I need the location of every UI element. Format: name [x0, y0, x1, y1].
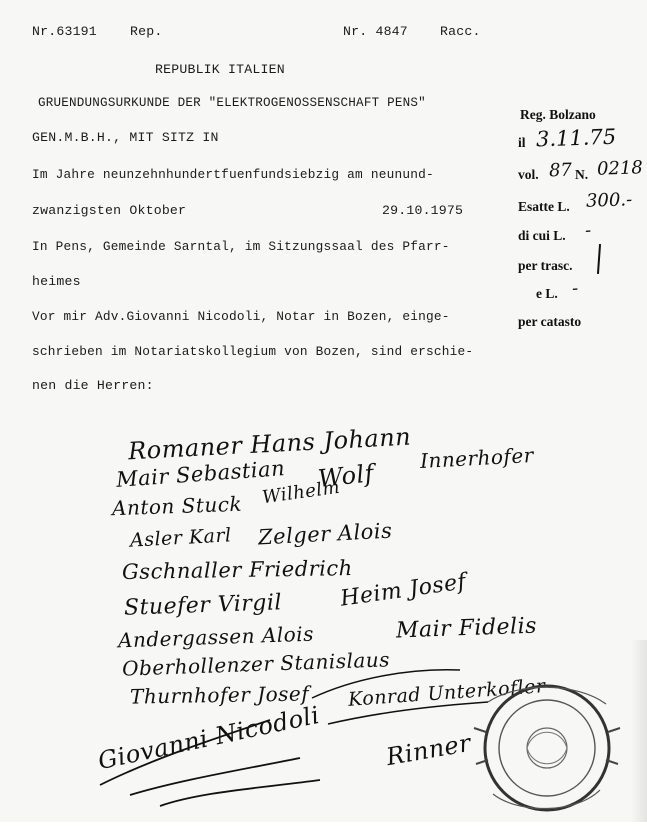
signature: Gschnaller Friedrich	[121, 555, 353, 585]
registry-esatte-label: Esatte L.	[518, 199, 570, 214]
registry-vol-value: 87	[548, 159, 573, 182]
signature: Oberhollenzer Stanislaus	[121, 647, 391, 681]
signature: Mair Fidelis	[395, 613, 538, 644]
signature: Romaner Hans Johann	[127, 422, 412, 466]
signature: Rinner	[384, 728, 474, 772]
body-line-7: nen die Herren:	[32, 378, 154, 393]
registry-n-label: N.	[575, 167, 589, 182]
registry-trasc-mark	[597, 244, 601, 274]
signature: Wolf	[316, 459, 376, 493]
signature: Stuefer Virgil	[123, 590, 283, 621]
body-line-3: In Pens, Gemeinde Sarntal, im Sitzungssaal des Pfarr-	[32, 239, 450, 254]
notary-seal	[458, 662, 636, 827]
signature: Anton Stuck	[111, 491, 243, 521]
signature: Mair Sebastian	[115, 456, 286, 492]
country-heading: REPUBLIK ITALIEN	[155, 62, 285, 77]
registry-vol-label: vol.	[518, 167, 539, 182]
registry-el-label: e L.	[536, 286, 558, 301]
signature: Konrad Unterkofler	[347, 675, 547, 711]
signature: Heim Josef	[338, 569, 468, 612]
registry-n-value: 0218	[596, 157, 644, 180]
racc-label: Racc.	[440, 24, 481, 39]
registry-el-value: -	[571, 277, 579, 300]
body-line-5: Vor mir Adv.Giovanni Nicodoli, Notar in Bozen, einge-	[32, 309, 450, 324]
registry-dicui-value: -	[584, 219, 592, 242]
title-line-2: GEN.M.B.H., MIT SITZ IN	[32, 130, 219, 145]
body-line-4: heimes	[32, 274, 81, 289]
signature: Asler Karl	[129, 524, 233, 552]
document-date: 29.10.1975	[382, 203, 464, 218]
signature: Andergassen Alois	[117, 621, 315, 653]
rep-number: Nr.63191	[32, 24, 97, 39]
registry-esatte-value: 300.-	[585, 189, 633, 212]
body-line-6: schrieben im Notariatskollegium von Bozen, sind erschie-	[32, 344, 474, 359]
signature: Giovanni Nicodoli	[95, 700, 323, 776]
body-line-1: Im Jahre neunzehnhundertfuenfundsiebzig am neunund-	[32, 167, 434, 182]
signature: Thurnhofer Josef	[129, 681, 310, 709]
registry-dicui-label: di cui L.	[518, 228, 566, 243]
body-line-2: zwanzigsten Oktober	[32, 203, 187, 218]
racc-number: Nr. 4847	[343, 24, 408, 39]
signature: Wilhelm	[260, 476, 342, 509]
signature: Zelger Alois	[257, 518, 393, 550]
registry-il-label: il	[518, 135, 526, 150]
signature: Innerhofer	[419, 443, 535, 473]
title-line-1: GRUENDUNGSURKUNDE DER "ELEKTROGENOSSENSCHAFT PENS"	[38, 96, 426, 110]
registry-il-value: 3.11.75	[535, 124, 617, 152]
registry-catasto-label: per catasto	[518, 314, 582, 329]
scan-edge-shadow	[631, 640, 647, 822]
registry-trasc-label: per trasc.	[518, 258, 573, 273]
registry-title: Reg. Bolzano	[520, 107, 596, 122]
rep-label: Rep.	[130, 24, 163, 39]
